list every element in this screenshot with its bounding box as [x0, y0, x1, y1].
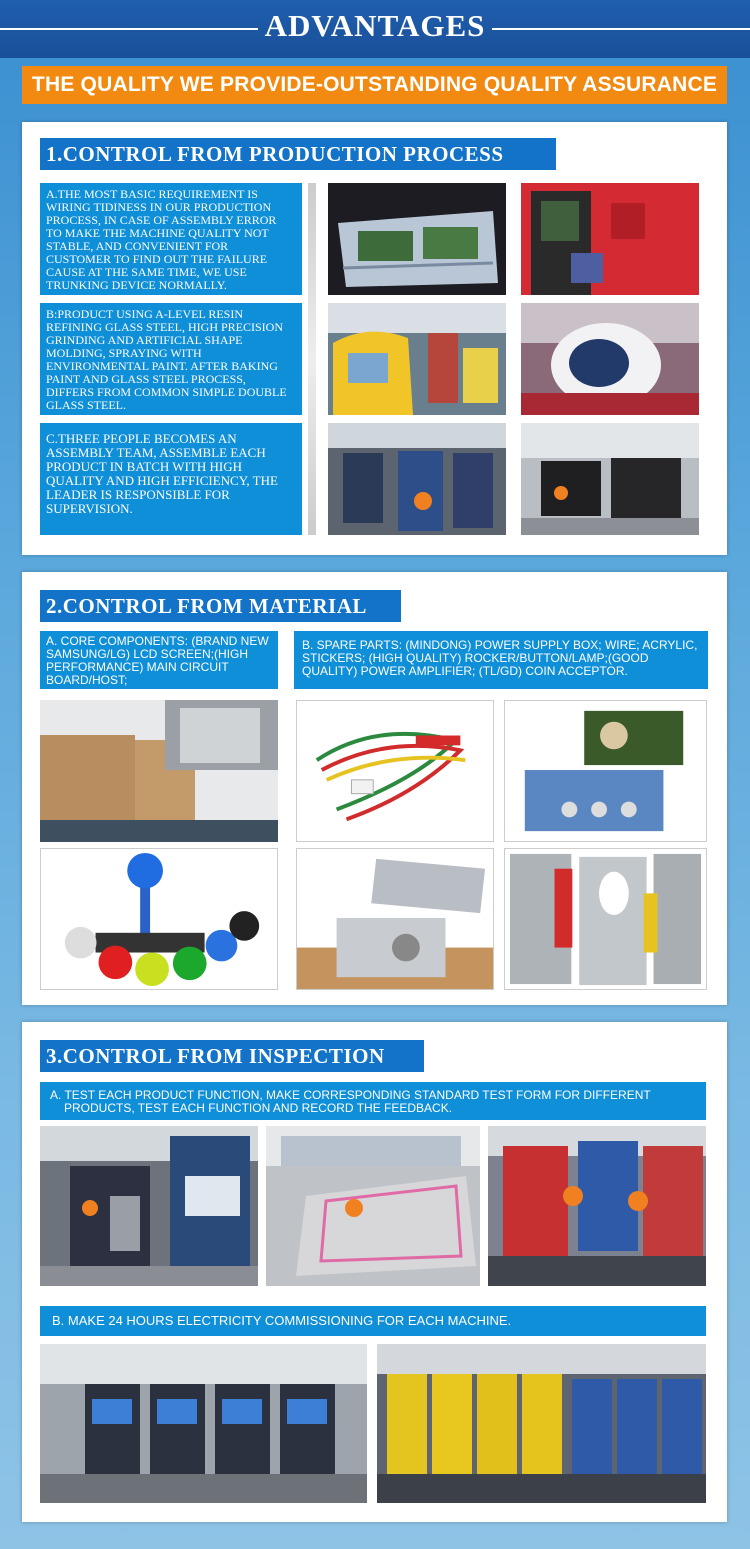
- photo-assembly-team-1: [328, 423, 506, 535]
- quality-subtitle: THE QUALITY WE PROVIDE-OUTSTANDING QUALITY ASSURANCE: [22, 66, 727, 104]
- photo-coin-acceptor: [504, 848, 707, 990]
- page-title: ADVANTAGES: [264, 8, 486, 43]
- commissioning-text: B. MAKE 24 HOURS ELECTRICITY COMMISSIONING FOR EACH MACHINE.: [40, 1306, 706, 1336]
- photo-joystick-buttons: [40, 848, 278, 990]
- header-banner: [0, 0, 750, 58]
- photo-power-supply-box: [296, 848, 494, 990]
- photo-inspection-motorbike: [488, 1126, 706, 1286]
- photo-commissioning-hummer: [377, 1344, 706, 1503]
- photo-assembly-team-2: [521, 423, 699, 535]
- photo-wire-harness: [296, 700, 494, 842]
- spare-parts-text: B. SPARE PARTS: (MINDONG) POWER SUPPLY BOX; WIRE; ACRYLIC, STICKERS; (HIGH QUALITY) ROCKER/BUTTON/LAMP;(GOOD QUALITY) POWER AMPLIFIER; (TL/GD) COIN ACCEPTOR.: [294, 631, 708, 689]
- photo-wiring-trunking: [328, 183, 506, 295]
- production-text-b: B:PRODUCT USING A-LEVEL RESIN REFINING GLASS STEEL, HIGH PRECISION GRINDING AND ARTIFICIAL SHAPE MOLDING, SPRAYING WITH ENVIRONMENTAL PAINT. AFTER BAKING PAINT AND GLASS STEEL PROCESS, DIFFERS FROM COMMON SIMPLE DOUBLE GLASS STEEL.: [40, 303, 302, 415]
- inspection-test-text: A. TEST EACH PRODUCT FUNCTION, MAKE CORRESPONDING STANDARD TEST FORM FOR DIFFERENT PRODUCTS, TEST EACH FUNCTION AND RECORD THE FEEDBACK.: [40, 1082, 706, 1120]
- production-text-c: C.THREE PEOPLE BECOMES AN ASSEMBLY TEAM, ASSEMBLE EACH PRODUCT IN BATCH WITH HIGH QUALITY AND HIGH EFFICIENCY, THE LEADER IS RESPONSIBLE FOR SUPERVISION.: [40, 423, 302, 535]
- photo-commissioning-bikes: [40, 1344, 367, 1503]
- photo-inspection-racing-1: [40, 1126, 258, 1286]
- section-inspection-title: 3.CONTROL FROM INSPECTION: [40, 1040, 424, 1072]
- production-text-a: A.THE MOST BASIC REQUIREMENT IS WIRING TIDINESS IN OUR PRODUCTION PROCESS, IN CASE OF ASSEMBLY ERROR TO MAKE THE MACHINE QUALITY NOT STABLE, AND CONVENIENT FOR CUSTOMER TO FIND OUT THE FAILURE CAUSE AT THE SAME TIME, WE USE TRUNKING DEVICE NORMALLY.: [40, 183, 302, 295]
- photo-power-amplifier: [504, 700, 707, 842]
- section-production-title: 1.CONTROL FROM PRODUCTION PROCESS: [40, 138, 556, 170]
- photo-lcd-screen-boxes: [40, 700, 278, 842]
- section-material-title: 2.CONTROL FROM MATERIAL: [40, 590, 401, 622]
- divider: [308, 183, 316, 535]
- photo-inspection-simulator: [266, 1126, 480, 1286]
- photo-helicopter-ride: [521, 303, 699, 415]
- photo-kiddie-ride-yellow: [328, 303, 506, 415]
- banner-line-right: [492, 28, 750, 30]
- photo-red-cabinet-board: [521, 183, 699, 295]
- core-components-text: A. CORE COMPONENTS: (BRAND NEW SAMSUNG/LG) LCD SCREEN;(HIGH PERFORMANCE) MAIN CIRCUIT BOARD/HOST;: [40, 631, 278, 689]
